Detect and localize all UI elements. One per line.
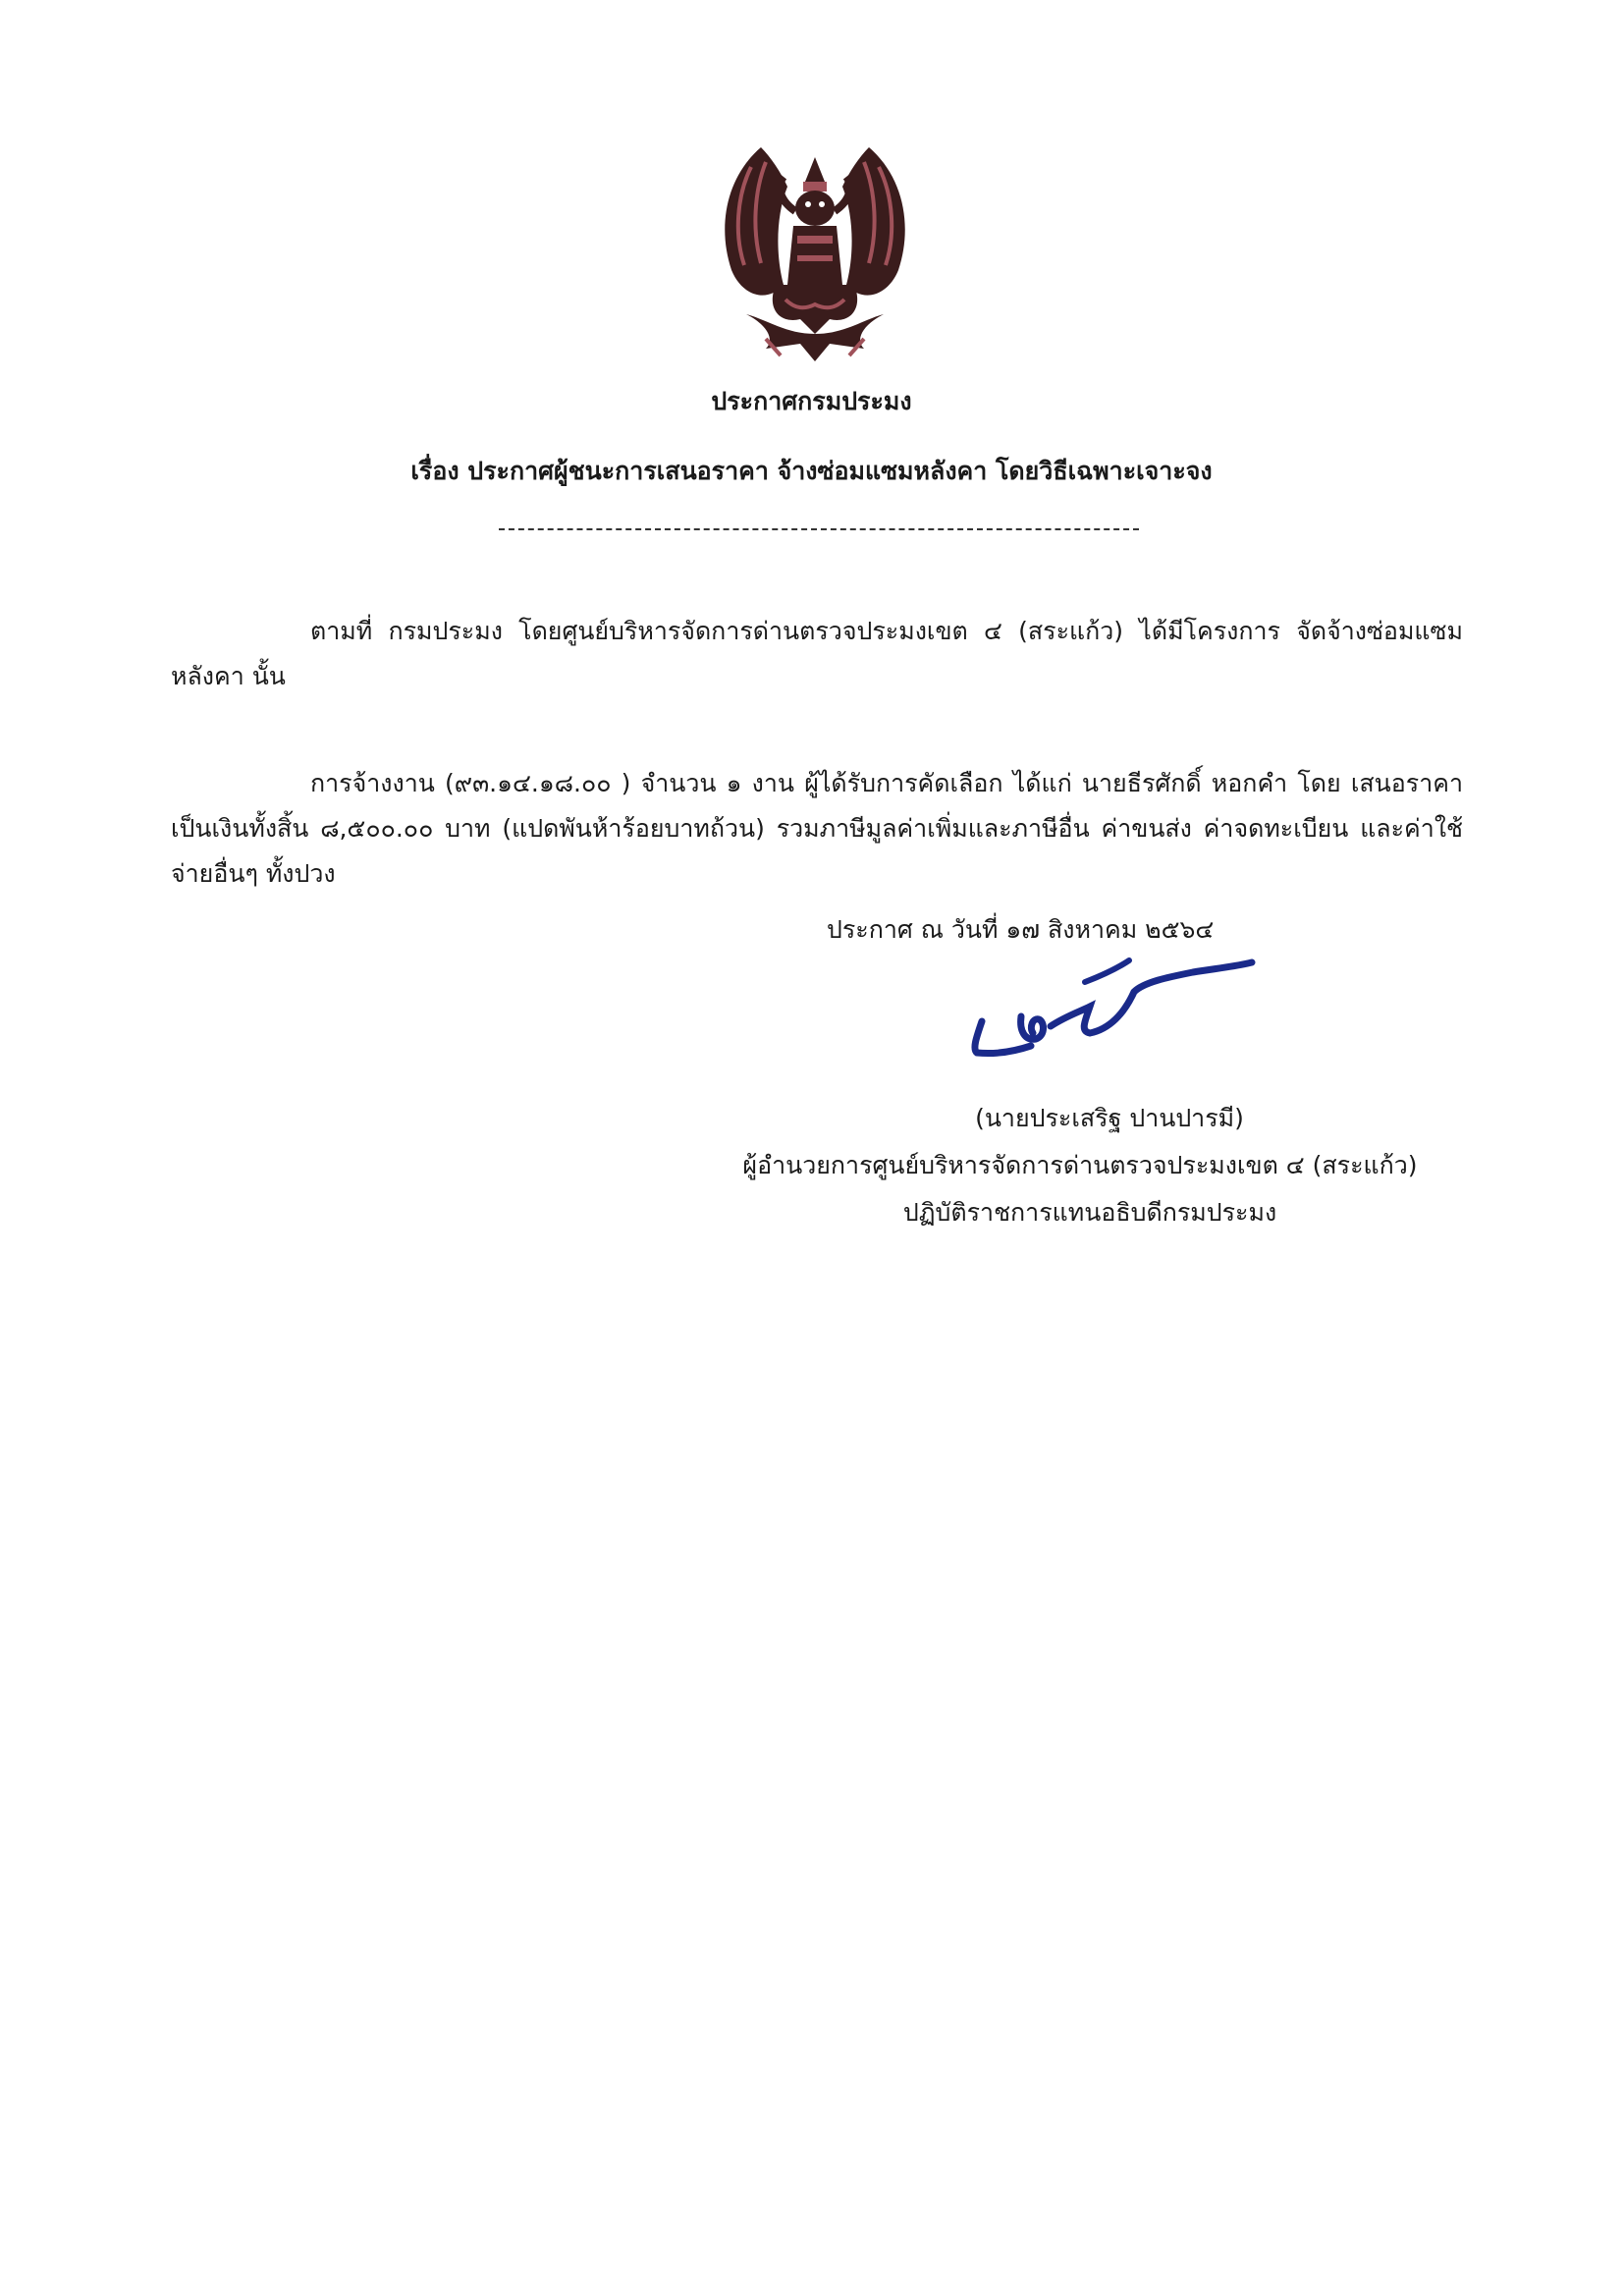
signer-acting-for: ปฏิบัติราชการแทนอธิบดีกรมประมง — [902, 1198, 1277, 1227]
signer-block — [638, 1095, 1522, 1236]
paragraph-2-text: การจ้างงาน (๙๓.๑๔.๑๘.๐๐ ) จำนวน ๑ งาน ผู้ได้รับการคัดเลือก ได้แก่ นายธีรศักดิ์ หอกคำ โดย เสนอราคา เป็นเงินทั้งสิ้น ๘,๕๐๐.๐๐ บาท (แปดพันห้าร้อยบาทถ้วน) รวมภาษีมูลค่าเพิ่มและภาษีอื่น ค่าขนส่ง ค่าจดทะเบียน และค่าใช้จ่ายอื่นๆ ทั้งปวง — [171, 769, 1463, 888]
paragraph-background — [171, 609, 1463, 699]
announce-date: ประกาศ ณ วันที่ ๑๗ สิงหาคม ๒๕๖๔ — [827, 915, 1215, 944]
signer-position: ผู้อำนวยการศูนย์บริหารจัดการด่านตรวจประมงเขต ๔ (สระแก้ว) — [742, 1151, 1418, 1179]
document-title: ประกาศกรมประมง — [711, 387, 912, 415]
document-subject: เรื่อง ประกาศผู้ชนะการเสนอราคา จ้างซ่อมแซมหลังคา โดยวิธีเฉพาะเจาะจง — [410, 457, 1213, 485]
paragraph-1-text: ตามที่ กรมประมง โดยศูนย์บริหารจัดการด่านตรวจประมงเขต ๔ (สระแก้ว) ได้มีโครงการ จัดจ้างซ่อมแซมหลังคา นั้น — [171, 617, 1463, 690]
separator-line — [499, 528, 1139, 530]
garuda-emblem-icon — [707, 137, 923, 368]
handwritten-signature — [923, 923, 1257, 1080]
signer-name: (นายประเสริฐ ปานปารมี) — [975, 1104, 1244, 1132]
paragraph-award — [171, 761, 1463, 897]
